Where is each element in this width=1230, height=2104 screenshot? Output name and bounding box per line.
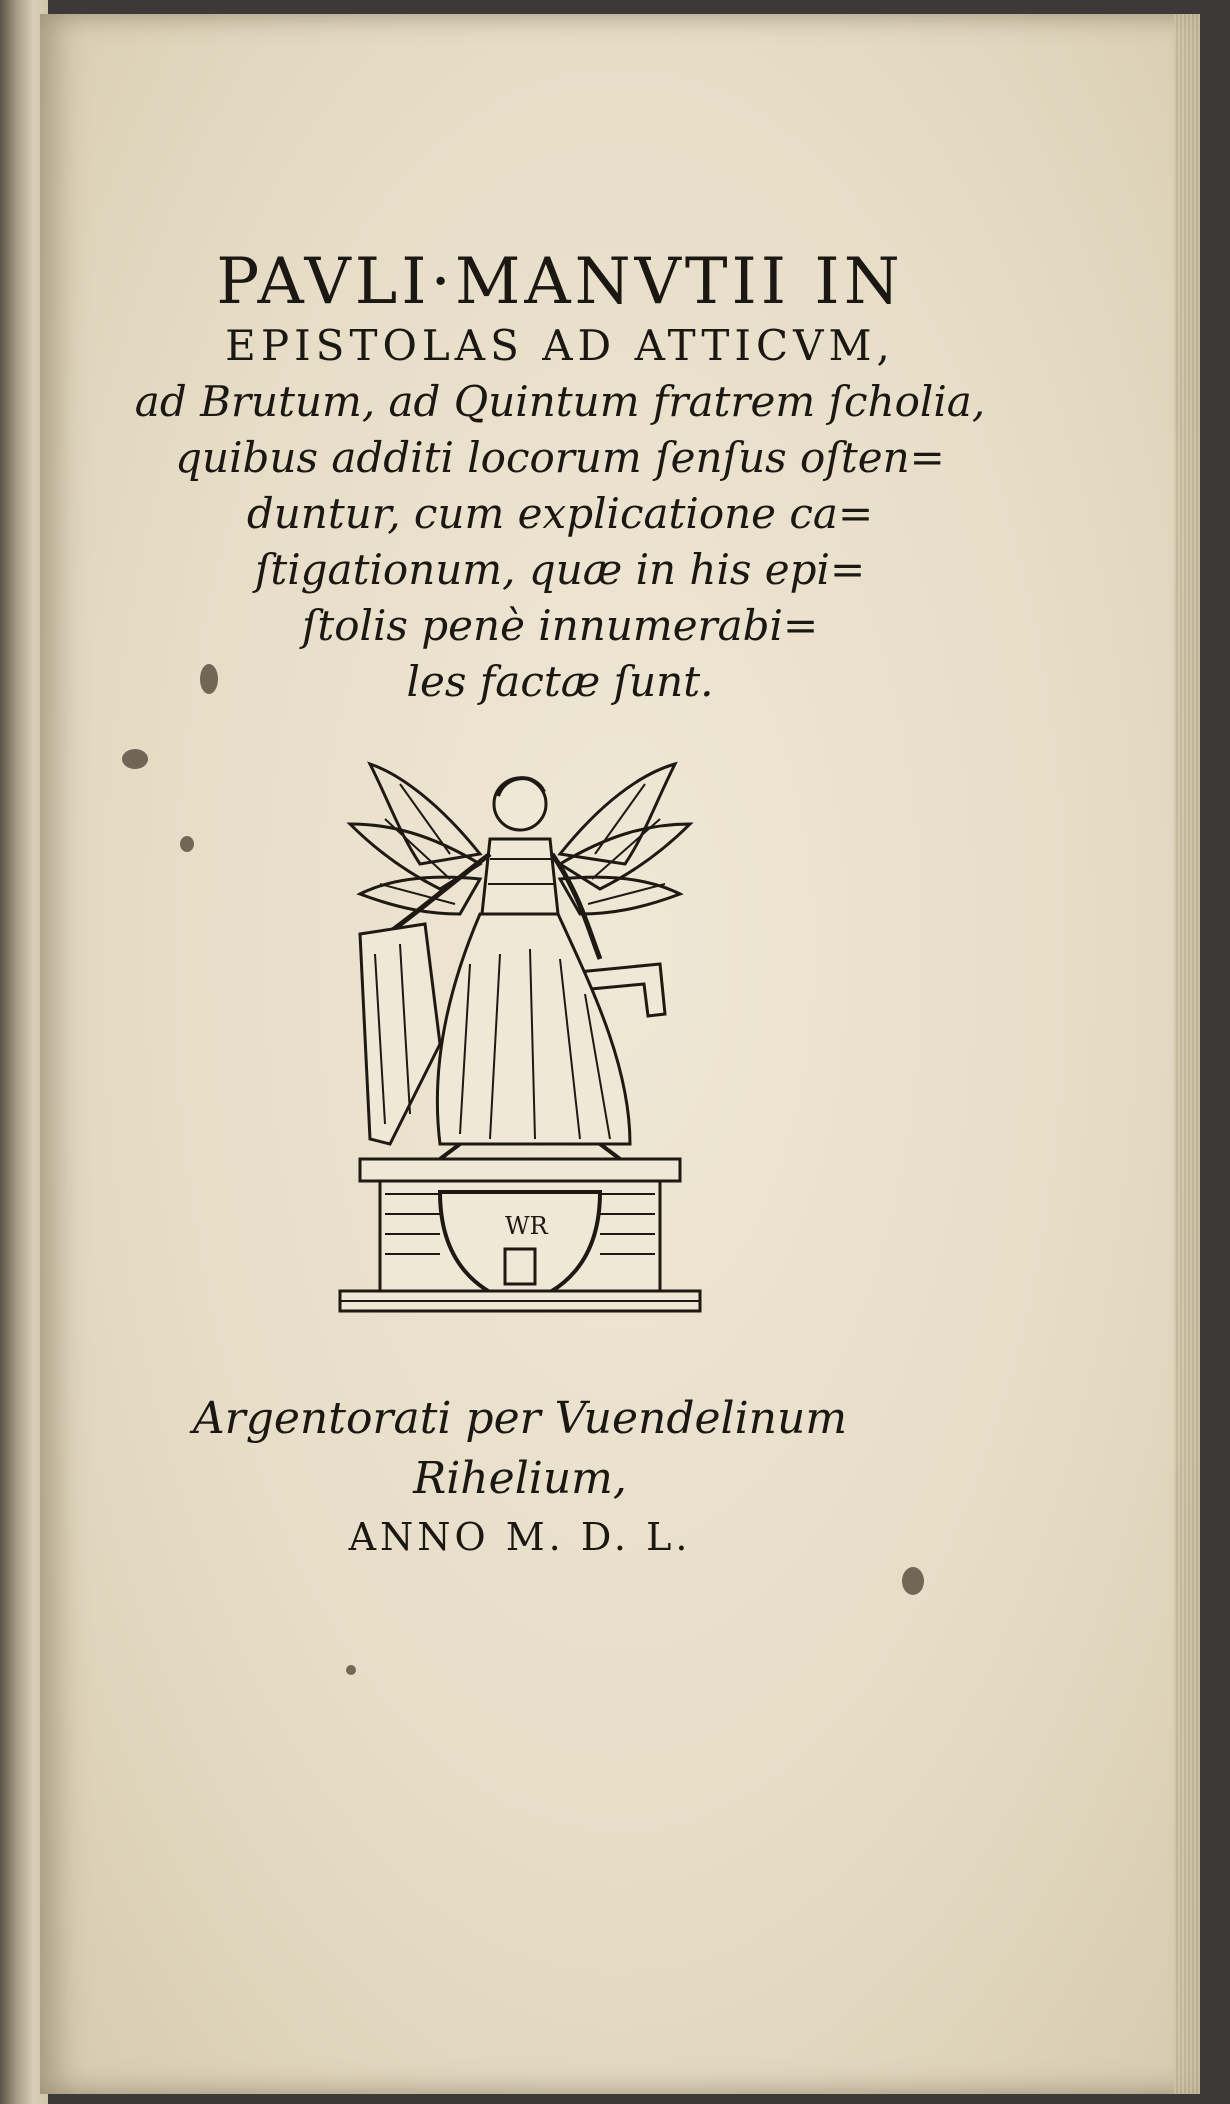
ink-spot (902, 1567, 924, 1595)
title-page (40, 14, 1200, 2094)
page-fore-edge (1174, 14, 1200, 2094)
ink-spot (346, 1665, 356, 1675)
ink-spot (180, 836, 194, 852)
left-wing (350, 764, 480, 914)
title-line-3: ad Brutum, ad Quintum fratrem ſcholia, (134, 377, 986, 426)
title-block (120, 246, 1000, 710)
imprint-place-printer: Argentorati per Vuendelinum Rihelium, (192, 1393, 848, 1504)
right-wing (560, 764, 690, 914)
title-line-1: PAVLI·MANVTII IN (216, 245, 904, 319)
ink-spot (122, 749, 148, 769)
title-line-2: EPISTOLAS AD ATTICVM, (225, 321, 895, 370)
title-line-6: ſtigationum, quæ in his epi= (254, 545, 866, 594)
woodcut-monogram: WR (505, 1212, 548, 1240)
imprint (140, 1389, 900, 1565)
ink-spot (200, 664, 218, 694)
title-line-5: duntur, cum explicatione ca= (246, 489, 874, 538)
printers-device-woodcut (330, 744, 710, 1344)
title-line-7: ſtolis penè innumerabi= (301, 601, 819, 650)
imprint-year: ANNO M. D. L. (348, 1515, 692, 1559)
title-line-4: quibus additi locorum ſenſus oſten= (175, 433, 945, 482)
title-line-8: les factæ ſunt. (406, 657, 714, 706)
